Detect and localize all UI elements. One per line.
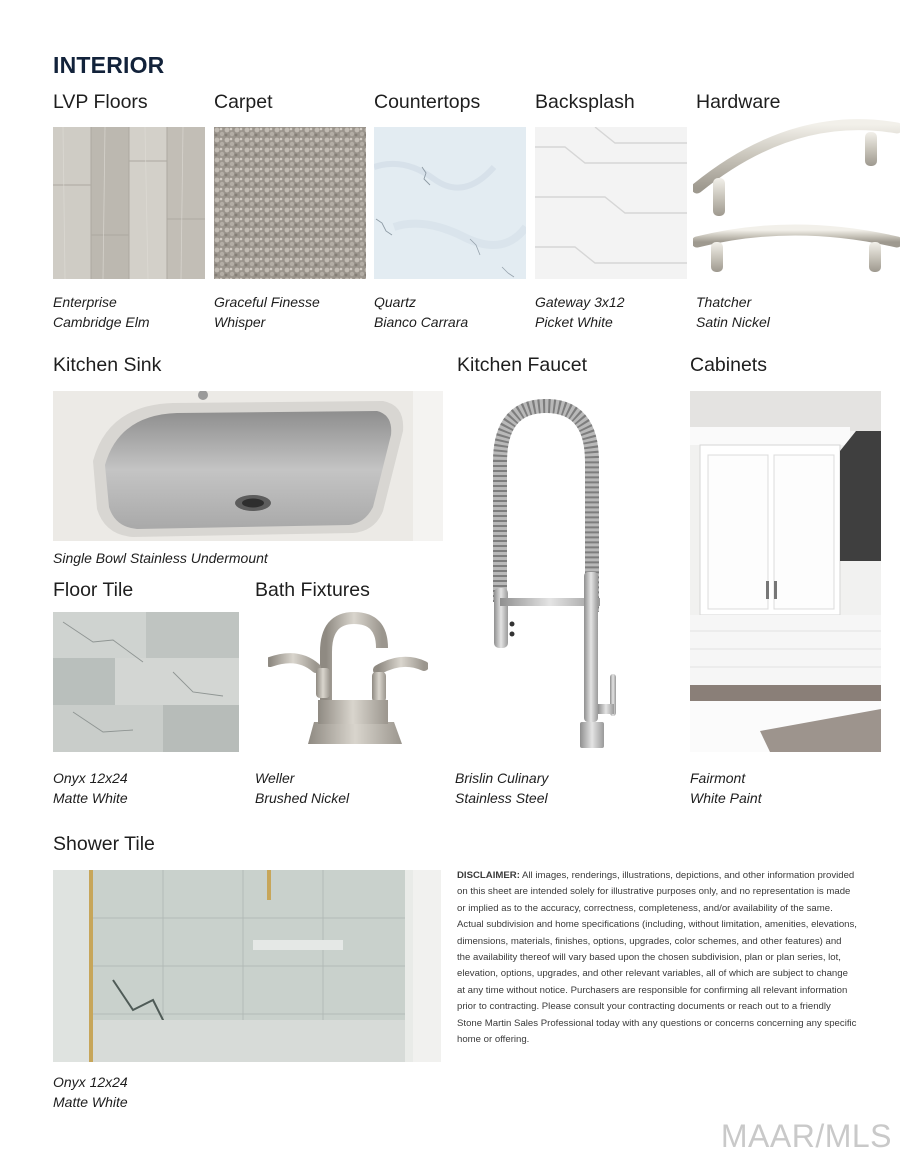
caption-bath-line2: Brushed Nickel	[255, 790, 350, 806]
disclaimer-label: DISCLAIMER:	[457, 870, 520, 881]
caption-backsplash	[535, 292, 625, 332]
caption-carpet-line1: Graceful Finesse	[214, 294, 320, 310]
heading-kitchen-faucet: Kitchen Faucet	[457, 354, 588, 376]
caption-hardware-line2: Satin Nickel	[696, 314, 770, 330]
carpet-swatch	[214, 127, 366, 279]
caption-bath-fixtures	[255, 768, 349, 808]
caption-cabinets-line1: Fairmont	[690, 770, 746, 786]
lvp-floor-swatch	[53, 127, 205, 279]
heading-lvp-floors: LVP Floors	[53, 91, 148, 113]
disclaimer	[457, 868, 857, 1048]
heading-backsplash: Backsplash	[535, 91, 635, 113]
cabinets-photo	[690, 391, 881, 752]
caption-lvp	[53, 292, 149, 332]
shower-tile-photo	[53, 870, 441, 1062]
caption-backsplash-line2: Picket White	[535, 314, 613, 330]
caption-carpet	[214, 292, 320, 332]
caption-backsplash-line1: Gateway 3x12	[535, 294, 625, 310]
watermark: MAAR/MLS	[720, 1118, 892, 1154]
caption-cabinets	[690, 768, 762, 808]
caption-floor-tile-line1: Onyx 12x24	[53, 770, 128, 786]
bath-fixture-photo	[268, 612, 428, 750]
caption-shower-tile	[53, 1072, 128, 1112]
heading-kitchen-sink: Kitchen Sink	[53, 354, 162, 376]
disclaimer-text: All images, renderings, illustrations, depictions, and other information provided on this sheet are intended solely for illustrative purposes only, and no representation is made or implied as to the accuracy, correctness, completeness, and/or availability of the same. Actual subdivision and home specifications (including, without limitation, amenities, elevations, dimensions, materials, finishes, options, upgrades, color schemes, and other features) and the availability thereof will vary based upon the chosen subdivision, plan or plan series, lot, elevation, options, upgrades, and other relevant variables, all of which are subject to change at any time without notice. Purchasers are responsible for confirming all relevant information prior to contracting. Please consult your contracting documents or reach out to a friendly Stone Martin Sales Professional today with any questions or concerns concerning any specific home or offering.	[457, 870, 857, 1046]
caption-kitchen-sink: Single Bowl Stainless Undermount	[53, 550, 268, 566]
caption-floor-tile	[53, 768, 128, 808]
caption-countertops-line1: Quartz	[374, 294, 417, 310]
kitchen-faucet-photo	[460, 392, 640, 757]
page-title: INTERIOR	[53, 52, 165, 78]
caption-faucet-line1: Brislin Culinary	[455, 770, 549, 786]
backsplash-swatch	[535, 127, 687, 279]
caption-shower-line1: Onyx 12x24	[53, 1074, 128, 1090]
heading-shower-tile: Shower Tile	[53, 833, 155, 855]
caption-kitchen-faucet	[455, 768, 548, 808]
caption-countertops	[374, 292, 468, 332]
caption-floor-tile-line2: Matte White	[53, 790, 128, 806]
heading-bath-fixtures: Bath Fixtures	[255, 579, 370, 601]
heading-hardware: Hardware	[696, 91, 781, 113]
heading-cabinets: Cabinets	[690, 354, 767, 376]
caption-shower-line2: Matte White	[53, 1094, 128, 1110]
caption-countertops-line2: Bianco Carrara	[374, 314, 469, 330]
caption-lvp-line2: Cambridge Elm	[53, 314, 150, 330]
hardware-swatch	[693, 118, 900, 278]
heading-countertops: Countertops	[374, 91, 481, 113]
heading-floor-tile: Floor Tile	[53, 579, 134, 601]
heading-carpet: Carpet	[214, 91, 273, 113]
caption-cabinets-line2: White Paint	[690, 790, 762, 806]
caption-lvp-line1: Enterprise	[53, 294, 117, 310]
countertop-swatch	[374, 127, 526, 279]
floor-tile-swatch	[53, 612, 239, 752]
caption-faucet-line2: Stainless Steel	[455, 790, 548, 806]
caption-hardware-line1: Thatcher	[696, 294, 752, 310]
caption-hardware	[696, 292, 770, 332]
caption-bath-line1: Weller	[255, 770, 295, 786]
kitchen-sink-photo	[53, 391, 443, 541]
caption-carpet-line2: Whisper	[214, 314, 266, 330]
